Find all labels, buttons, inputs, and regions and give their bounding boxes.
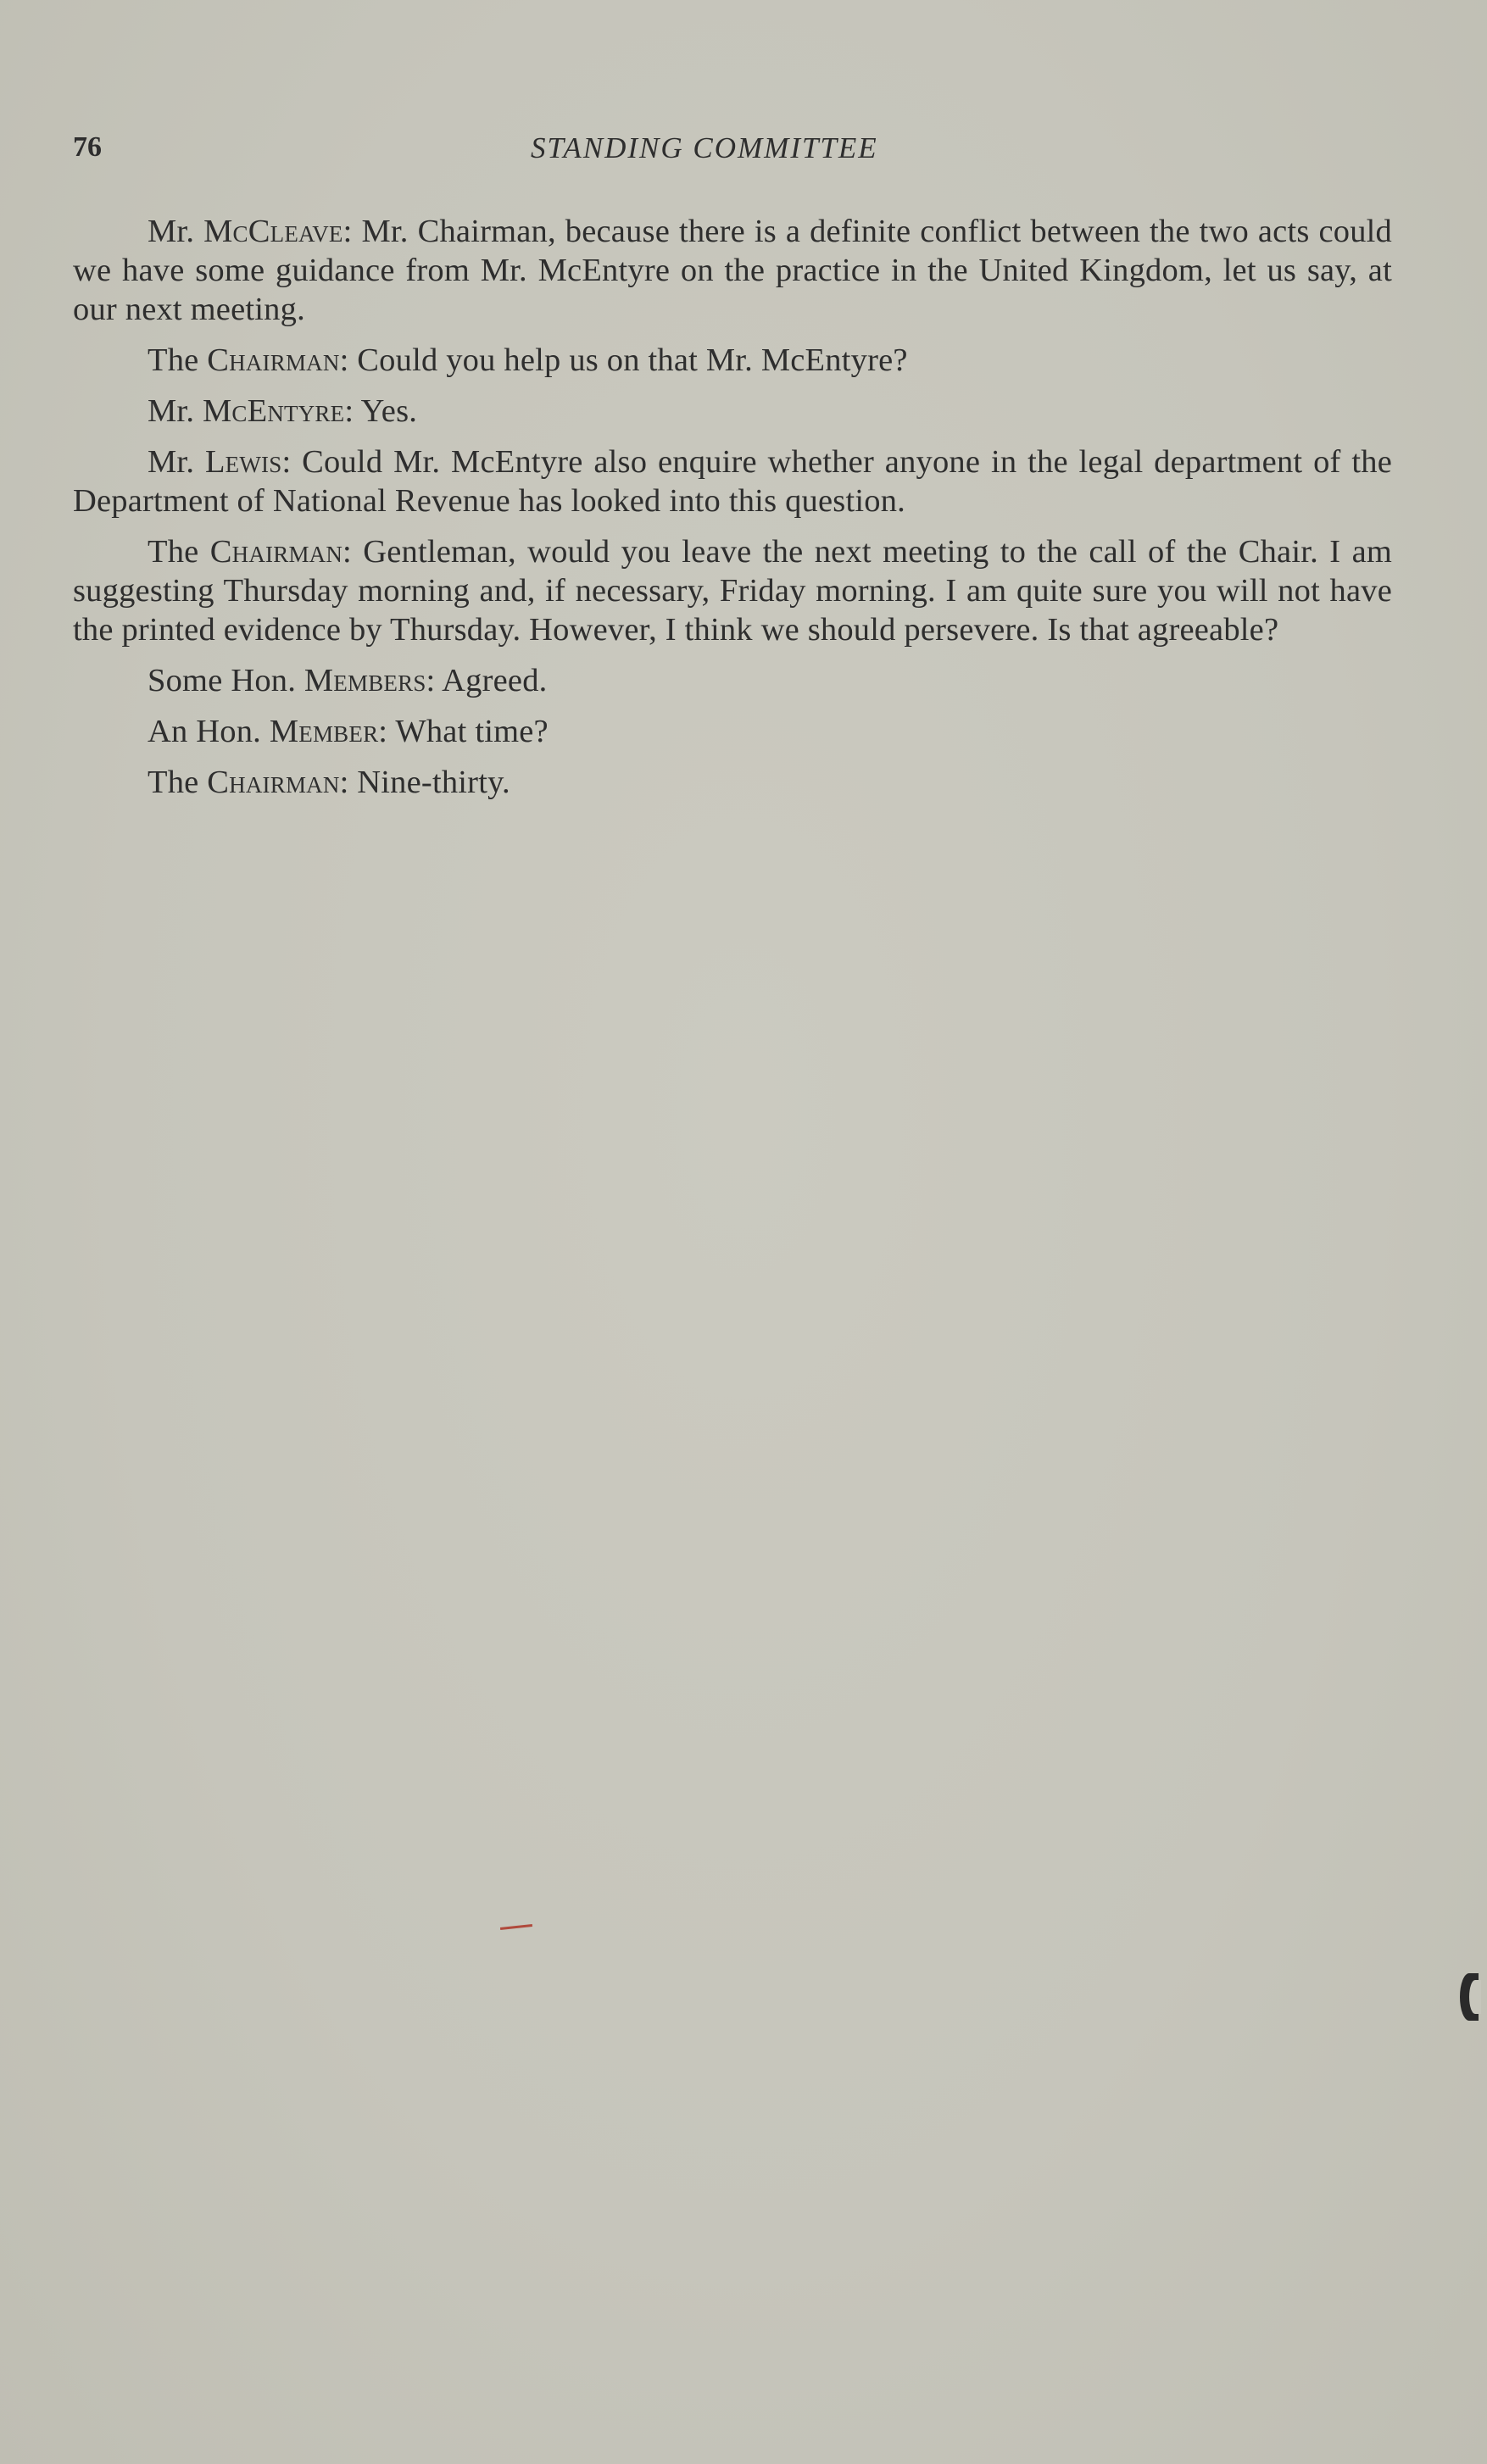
speaker-prefix: The <box>148 765 208 800</box>
speaker-prefix: Mr. <box>148 393 203 429</box>
binding-edge-mark-inner <box>1469 1980 1481 2014</box>
stray-ink-mark <box>500 1924 532 1930</box>
transcript-paragraph <box>73 661 1392 700</box>
speaker-name: McEntyre <box>202 393 345 429</box>
page-header <box>73 131 1395 174</box>
transcript-paragraph <box>73 532 1392 649</box>
page-number: 76 <box>73 131 102 163</box>
transcript-body <box>73 212 1392 814</box>
paragraph-text: : What time? <box>378 714 549 749</box>
speaker-name: McCleave <box>203 214 343 249</box>
paragraph-text: : Gentleman, would you leave the next meeting to the call of the Chair. I am suggesting Thursday morning and, if necessary, Friday morning. I am quite sure you will not have the printed evidence by Thursday. However, I think we should persevere. Is that agreeable? <box>73 534 1393 648</box>
speaker-name: Member <box>269 714 379 749</box>
paragraph-text: : Could Mr. McEntyre also enquire whether anyone in the legal department of the Department of National Revenue has looked into this question. <box>73 444 1392 519</box>
speaker-name: Chairman <box>209 534 343 570</box>
speaker-prefix: The <box>148 342 208 378</box>
paragraph-text: : Yes. <box>344 393 418 429</box>
speaker-name: Members <box>304 663 426 698</box>
transcript-paragraph <box>73 763 1392 802</box>
speaker-prefix: Mr. <box>148 214 204 249</box>
speaker-name: Lewis <box>204 444 282 480</box>
speaker-prefix: An Hon. <box>148 714 270 749</box>
transcript-paragraph <box>73 341 1392 380</box>
speaker-prefix: Mr. <box>148 444 205 480</box>
transcript-paragraph <box>73 442 1392 520</box>
transcript-paragraph <box>73 392 1392 431</box>
speaker-prefix: The <box>148 534 210 570</box>
speaker-name: Chairman <box>207 765 340 800</box>
paragraph-text: : Mr. Chairman, because there is a definite conflict between the two acts could we have some guidance from Mr. McEntyre on the practice in the United Kingdom, let us say, at our next meeting. <box>73 214 1392 327</box>
paragraph-text: : Nine-thirty. <box>339 765 510 800</box>
transcript-paragraph <box>73 212 1392 329</box>
transcript-paragraph <box>73 712 1392 751</box>
paragraph-text: : Could you help us on that Mr. McEntyre? <box>339 342 908 378</box>
speaker-prefix: Some Hon. <box>148 663 304 698</box>
speaker-name: Chairman <box>207 342 340 378</box>
running-head: STANDING COMMITTEE <box>531 131 878 164</box>
paragraph-text: : Agreed. <box>426 663 548 698</box>
